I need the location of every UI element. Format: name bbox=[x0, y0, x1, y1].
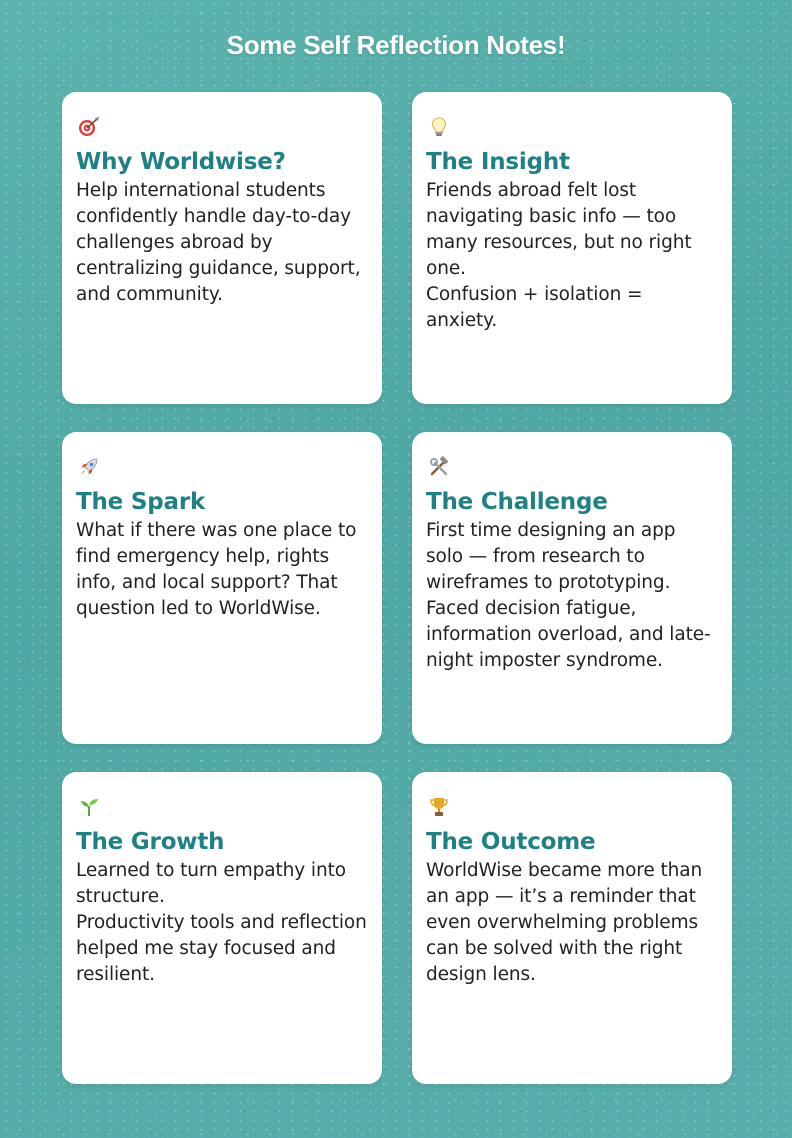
reflection-card-the-insight bbox=[412, 92, 732, 404]
rocket-icon bbox=[78, 456, 100, 478]
card-title: Why Worldwise? bbox=[76, 149, 286, 175]
trophy-icon bbox=[428, 796, 450, 818]
card-body: Help international students confidently handle day-to-day challenges abroad by centralizing guidance, support, and community. bbox=[76, 180, 361, 305]
seedling-icon bbox=[78, 796, 100, 818]
lightbulb-icon bbox=[428, 116, 450, 138]
page-title: Some Self Reflection Notes! bbox=[226, 30, 566, 60]
card-body: Learned to turn empathy into structure. Productivity tools and reflection helped me stay focused and resilient. bbox=[76, 860, 367, 985]
reflection-card-the-spark bbox=[62, 432, 382, 744]
target-icon bbox=[78, 116, 100, 138]
reflection-card-why-worldwise bbox=[62, 92, 382, 404]
card-body: First time designing an app solo — from research to wireframes to prototyping. Faced decision fatigue, information overload, and late-night imposter syndrome. bbox=[426, 520, 711, 671]
card-body: Friends abroad felt lost navigating basic info — too many resources, but no right one. Confusion + isolation = anxiety. bbox=[426, 180, 692, 331]
reflection-card-the-growth bbox=[62, 772, 382, 1084]
card-title: The Spark bbox=[76, 489, 206, 515]
card-title: The Growth bbox=[76, 829, 225, 855]
reflection-card-the-outcome bbox=[412, 772, 732, 1084]
card-title: The Insight bbox=[426, 149, 570, 175]
reflection-card-the-challenge bbox=[412, 432, 732, 744]
card-body: WorldWise became more than an app — it’s a reminder that even overwhelming problems can be solved with the right design lens. bbox=[426, 860, 703, 985]
card-body: What if there was one place to find emergency help, rights info, and local support? That question led to WorldWise. bbox=[76, 520, 357, 619]
card-title: The Outcome bbox=[426, 829, 596, 855]
card-title: The Challenge bbox=[426, 489, 608, 515]
hammer-wrench-icon bbox=[428, 456, 450, 478]
